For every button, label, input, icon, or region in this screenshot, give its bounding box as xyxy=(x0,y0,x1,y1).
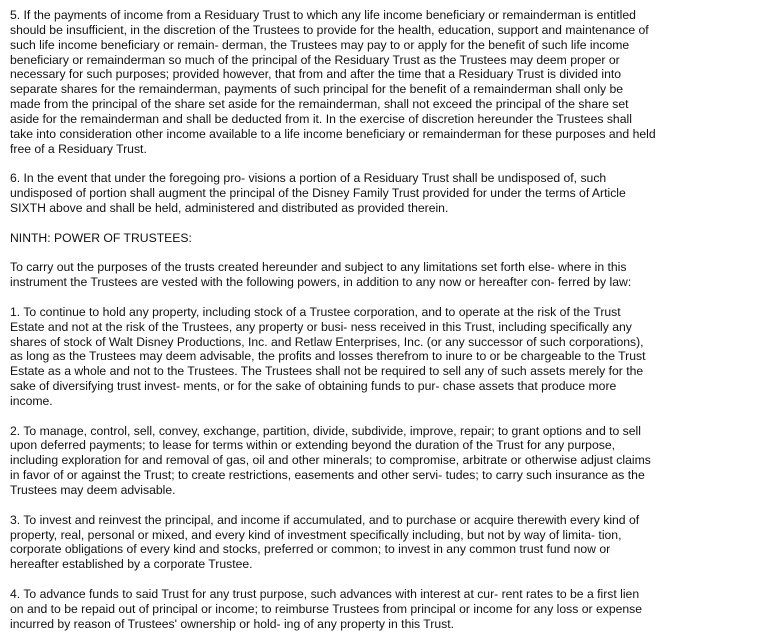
section-heading-ninth: NINTH: POWER OF TRUSTEES: xyxy=(10,230,192,245)
paragraph-ninth-intro: To carry out the purposes of the trusts created hereunder and subject to any limitations set forth else- where in this instrument the Trustees are vested with the following powers, in addition to any now or hereafter con- ferred by law: xyxy=(10,260,632,290)
paragraph-eighth-5: 5. If the payments of income from a Residuary Trust to which any life income beneficiary or remainderman is entitled should be insufficient, in the discretion of the Trustees to provide for the health, education, support and maintenance of such life income beneficiary or remain- derman, the Trustees may pay to or apply for the benefit of such life income beneficiary or remainderman so much of the principal of the Residuary Trust as the Trustees may deem proper or necessary for such purposes; provided however, that from and after the time that a Residuary Trust is divided into separate shares for the remainderman, payments of such principal for the benefit of a remainderman shall only be made from the principal of the share set aside for the remainderman, shall not exceed the principal of the share set aside for the remainderman and shall be deducted from it. In the exercise of discretion hereunder the Trustees shall take into consideration other income available to a life income beneficiary or remainderman for these purposes and held free of a Residuary Trust. xyxy=(10,8,656,156)
document-body xyxy=(10,8,755,631)
paragraph-ninth-1: 1. To continue to hold any property, including stock of a Trustee corporation, and to operate at the risk of the Trust Estate and not at the risk of the Trustees, any property or busi- ness received in this Trust, including specifically any shares of stock of Walt Disney Productions, Inc. and Retlaw Enterprises, Inc. (or any successor of such corporations), as long as the Trustees may deem advisable, the profits and losses therefrom to inure to or be chargeable to the Trust Estate as a whole and not to the Trustees. The Trustees shall not be required to sell any of such assets merely for the sake of diversifying trust invest- ments, or for the sake of obtaining funds to pur- chase assets that produce more income. xyxy=(10,304,646,408)
paragraph-ninth-2: 2. To manage, control, sell, convey, exchange, partition, divide, subdivide, improve, repair; to grant options and to sell upon deferred payments; to lease for terms within or extending beyond the duration of the Trust for any purpose, including exploration for and removal of gas, oil and other minerals; to compromise, arbitrate or otherwise adjust claims in favor of or against the Trust; to create restrictions, easements and other servi- tudes; to carry such insurance as the Trustees may deem advisable. xyxy=(10,423,651,497)
paragraph-ninth-4: 4. To advance funds to said Trust for any trust purpose, such advances with interest at cur- rent rates to be a first lien on and to be repaid out of principal or income; to reimburse Trustees from principal or income for any loss or expense incurred by reason of Trustees' ownership or hold- ing of any property in this Trust. xyxy=(10,586,643,631)
paragraph-ninth-3: 3. To invest and reinvest the principal, and income if accumulated, and to purchase or acquire therewith every kind of property, real, personal or mixed, and every kind of investment specifically including, but not by way of limita- tion, corporate obligations of every kind and stocks, preferred or common; to invest in any common trust fund now or hereafter established by a corporate Trustee. xyxy=(10,512,640,572)
paragraph-eighth-6: 6. In the event that under the foregoing pro- visions a portion of a Residuary Trust shall be undisposed of, such undisposed of portion shall augment the principal of the Disney Family Trust provided for under the terms of Article SIXTH above and shall be held, administered and distributed as provided therein. xyxy=(10,171,626,215)
